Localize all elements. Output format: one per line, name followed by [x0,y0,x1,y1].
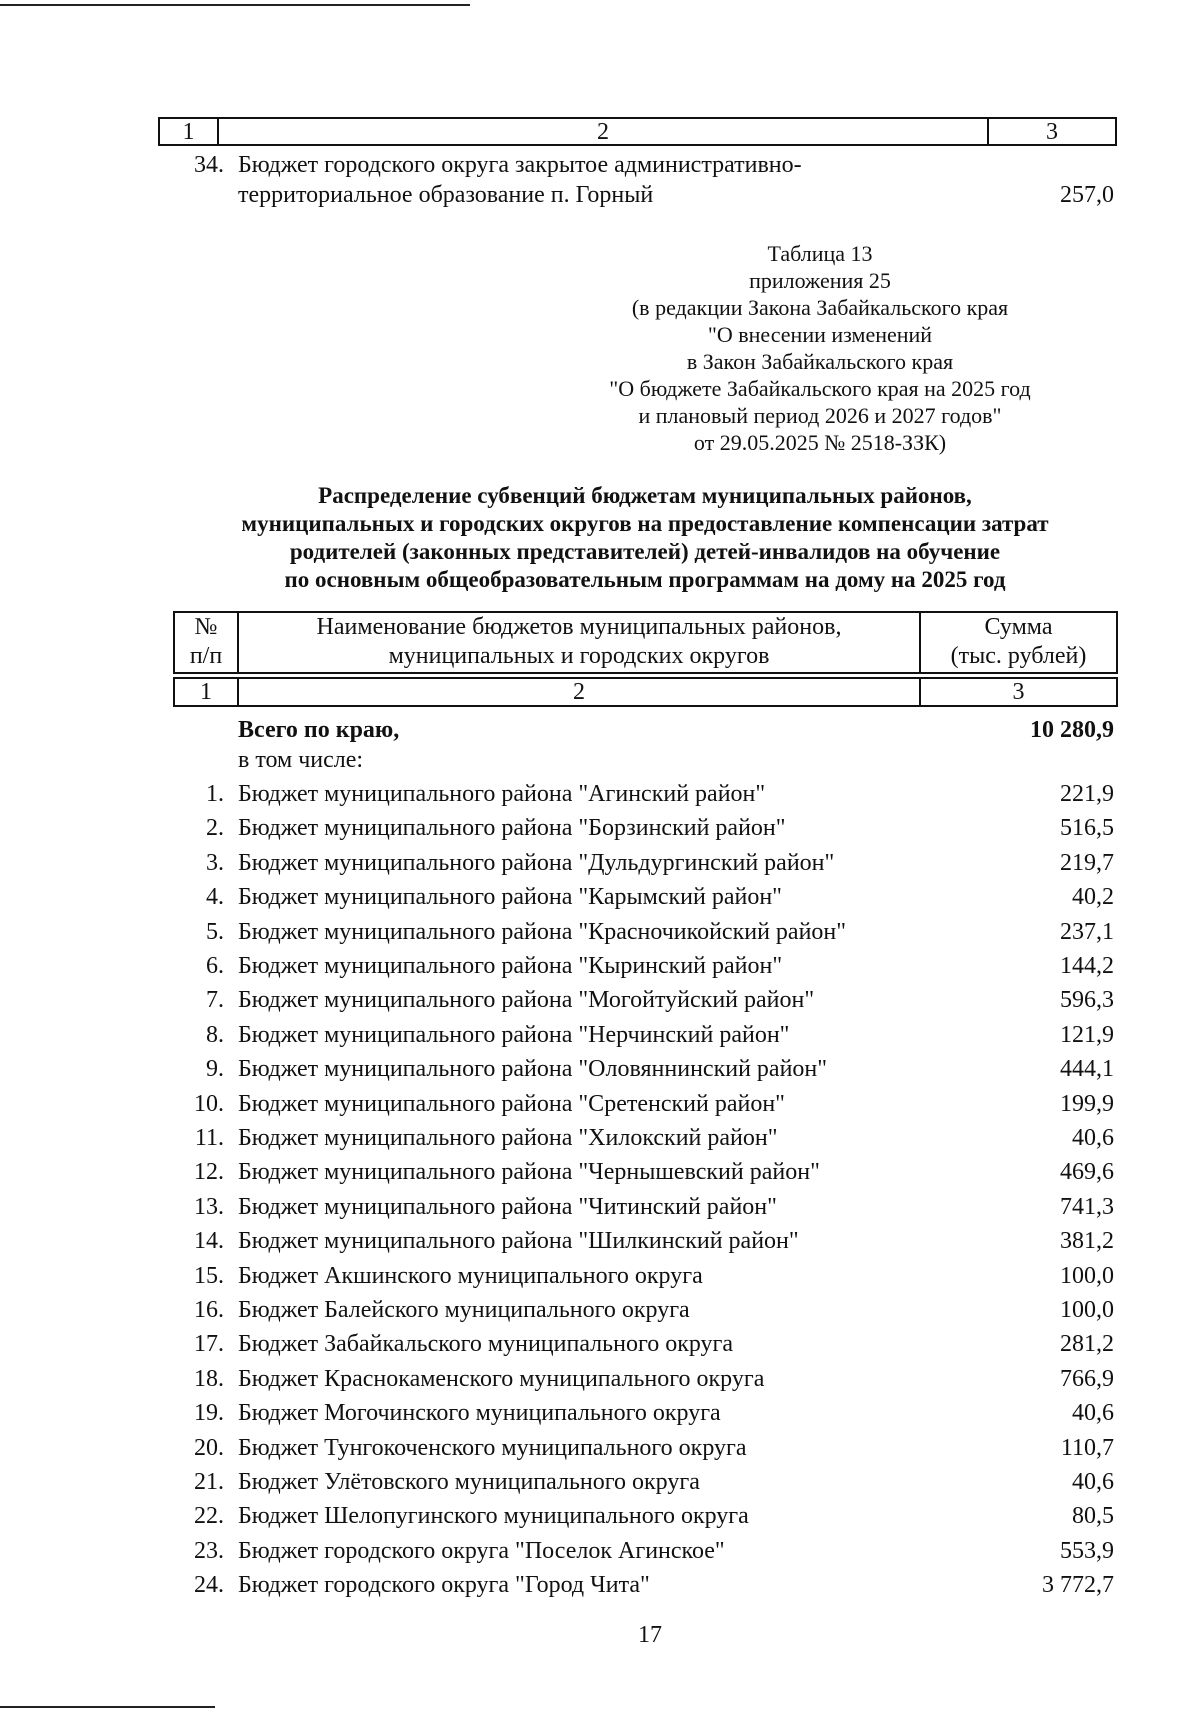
row-name: Бюджет муниципального района "Карымский район" [238,884,782,910]
subtotal-label: в том числе: [238,747,364,773]
total-label: Всего по краю, [238,717,400,743]
row-name: Бюджет Могочинского муниципального округа [238,1400,721,1426]
row-number: 15. [194,1263,224,1289]
header-num-line1: № [194,614,218,640]
row-name: Бюджет муниципального района "Хилокский район" [238,1125,778,1151]
row-value: 516,5 [1060,815,1114,841]
row-name: Бюджет муниципального района "Борзинский район" [238,815,786,841]
row-value: 3 772,7 [1042,1572,1114,1598]
row-value: 281,2 [1060,1331,1114,1357]
row-value: 144,2 [1060,953,1114,979]
row-name: Бюджет муниципального района "Шилкинский район" [238,1228,799,1254]
row-name: Бюджет муниципального района "Агинский район" [238,781,766,807]
header-line-8: от 29.05.2025 № 2518-ЗЗК) [693,430,947,455]
scan-edge-top [0,4,470,6]
row-number: 17. [194,1331,224,1357]
row-name: Бюджет муниципального района "Оловяннинский район" [238,1056,828,1082]
header-name-line2: муниципальных и городских округов [388,643,770,669]
row-number: 13. [194,1194,224,1220]
row-name: Бюджет городского округа "Поселок Агинское" [238,1538,725,1564]
row-number: 18. [194,1366,224,1392]
row-name: Бюджет Балейского муниципального округа [238,1297,690,1323]
row-number: 2. [206,815,224,841]
row-value: 199,9 [1060,1091,1114,1117]
row-value: 219,7 [1060,850,1114,876]
row-value: 381,2 [1060,1228,1114,1254]
page-number: 17 [638,1622,662,1648]
row-number: 5. [206,919,224,945]
top-row-value: 257,0 [1060,182,1114,208]
header-name-line1: Наименование бюджетов муниципальных районов, [316,614,842,640]
header-line-5: в Закон Забайкальского края [686,349,954,374]
row-value: 596,3 [1060,987,1114,1013]
colnum-1: 1 [200,679,212,705]
row-name: Бюджет Тунгокоченского муниципального округа [238,1435,747,1461]
row-number: 6. [206,953,224,979]
row-value: 237,1 [1060,919,1114,945]
title-line-4: по основным общеобразовательным программам на дому на 2025 год [284,567,1006,592]
top-col-number-2: 2 [597,119,609,145]
top-col-number-3: 3 [1046,119,1058,145]
row-name: Бюджет Улётовского муниципального округа [238,1469,700,1495]
row-number: 1. [206,781,224,807]
row-value: 469,6 [1060,1159,1114,1185]
scan-edge-bottom [0,1706,215,1708]
top-row-name-line2: территориальное образование п. Горный [238,182,654,208]
row-name: Бюджет Забайкальского муниципального округа [238,1331,734,1357]
row-name: Бюджет муниципального района "Сретенский район" [238,1091,785,1117]
title-line-1: Распределение субвенций бюджетам муниципальных районов, [318,483,972,508]
header-line-1: Таблица 13 [767,241,873,266]
row-number: 24. [194,1572,224,1598]
row-value: 766,9 [1060,1366,1114,1392]
row-value: 221,9 [1060,781,1114,807]
row-name: Бюджет муниципального района "Кыринский район" [238,953,783,979]
row-name: Бюджет муниципального района "Чернышевский район" [238,1159,820,1185]
row-name: Бюджет Акшинского муниципального округа [238,1263,703,1289]
row-number: 14. [194,1228,224,1254]
row-number: 3. [206,850,224,876]
row-number: 11. [194,1125,224,1151]
top-row-number: 34. [194,152,224,178]
row-name: Бюджет городского округа "Город Чита" [238,1572,650,1598]
top-col-number-1: 1 [182,119,195,145]
total-value: 10 280,9 [1030,717,1114,743]
row-number: 16. [194,1297,224,1323]
header-line-7: и плановый период 2026 и 2027 годов" [638,403,1002,428]
row-name: Бюджет муниципального района "Читинский район" [238,1194,777,1220]
header-num-line2: п/п [189,643,223,669]
colnum-3: 3 [1012,679,1025,705]
row-value: 553,9 [1060,1538,1114,1564]
row-value: 80,5 [1072,1503,1114,1529]
row-value: 741,3 [1060,1194,1114,1220]
row-number: 23. [194,1538,224,1564]
row-name: Бюджет муниципального района "Могойтуйский район" [238,987,815,1013]
row-value: 40,6 [1072,1125,1114,1151]
row-value: 444,1 [1060,1056,1114,1082]
row-name: Бюджет Шелопугинского муниципального округа [238,1503,749,1529]
header-sum-line1: Сумма [984,614,1053,640]
header-sum-line2: (тыс. рублей) [950,643,1087,669]
header-line-3: (в редакции Закона Забайкальского края [631,295,1009,320]
header-line-4: "О внесении изменений [707,322,933,347]
header-line-2: приложения 25 [749,268,891,293]
top-row-name-line1: Бюджет городского округа закрытое административно- [238,152,802,178]
row-value: 40,2 [1072,884,1114,910]
row-number: 21. [194,1469,224,1495]
row-value: 100,0 [1060,1297,1114,1323]
row-number: 19. [194,1400,224,1426]
row-value: 40,6 [1072,1400,1114,1426]
title-line-2: муниципальных и городских округов на предоставление компенсации затрат [241,511,1049,536]
row-value: 40,6 [1072,1469,1114,1495]
row-number: 4. [206,884,224,910]
row-number: 22. [194,1503,224,1529]
row-number: 8. [206,1022,224,1048]
row-value: 110,7 [1060,1435,1114,1461]
row-number: 12. [194,1159,224,1185]
row-number: 9. [206,1056,224,1082]
row-name: Бюджет Краснокаменского муниципального округа [238,1366,765,1392]
row-value: 121,9 [1060,1022,1114,1048]
title-line-3: родителей (законных представителей) детей-инвалидов на обучение [289,539,1001,564]
row-name: Бюджет муниципального района "Красночикойский район" [238,919,847,945]
row-value: 100,0 [1060,1263,1114,1289]
colnum-2: 2 [573,679,585,705]
row-number: 20. [194,1435,224,1461]
row-number: 10. [194,1091,224,1117]
row-name: Бюджет муниципального района "Нерчинский район" [238,1022,790,1048]
row-number: 7. [206,987,224,1013]
header-line-6: "О бюджете Забайкальского края на 2025 год [609,376,1031,401]
row-name: Бюджет муниципального района "Дульдургинский район" [238,850,835,876]
